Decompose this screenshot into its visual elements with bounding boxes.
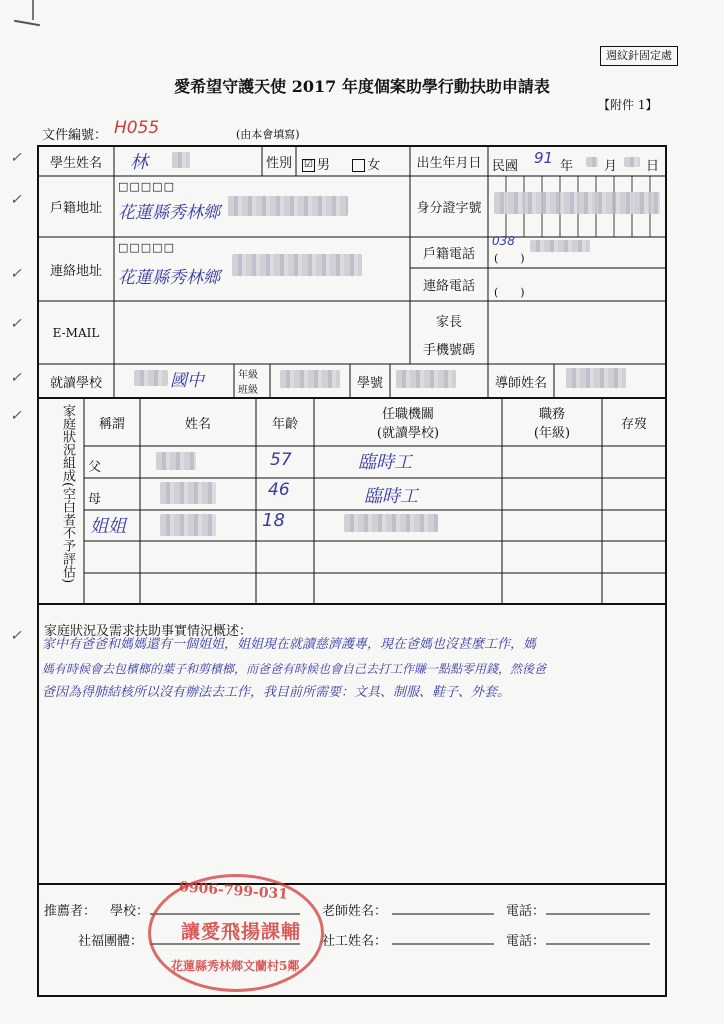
contact-phone-label: 連絡電話 <box>422 279 475 294</box>
reg-phone-label: 戶籍電話 <box>422 247 475 262</box>
gender-male-label: 男 <box>317 158 331 173</box>
family-row-title: 父 <box>88 460 102 475</box>
redacted-day <box>624 157 640 167</box>
review-tick: ✓ <box>10 316 22 332</box>
family-header-name: 姓名 <box>184 416 211 432</box>
family-row-title: 姐姐 <box>90 516 126 537</box>
family-row-org: 臨時工 <box>358 452 412 473</box>
review-tick: ✓ <box>10 266 22 282</box>
school-footer-label: 學校： <box>110 904 150 919</box>
situation-line: 媽有時候會去包檳榔的葉子和剪檳榔，而爸爸有時候也會自己去打工作賺一點點零用錢，然後爸 <box>42 662 547 676</box>
gender-female-label: 女 <box>367 158 381 173</box>
redacted-family-name <box>160 514 216 536</box>
redacted-contact-address <box>232 254 362 276</box>
teacher-label: 導師姓名 <box>494 375 547 391</box>
contact-address-value: 花蓮縣秀林鄉 <box>118 268 220 288</box>
organization-stamp <box>148 874 324 992</box>
review-tick: ✓ <box>10 370 22 386</box>
postal-boxes: □□□□□ <box>118 180 175 193</box>
family-header-position: 職務 (年級) <box>533 407 571 441</box>
redacted-month <box>586 157 598 167</box>
family-row-age: 46 <box>268 480 290 500</box>
postal-boxes-2: □□□□□ <box>118 241 175 254</box>
stamp-phone: 0906-799-031 <box>178 879 289 903</box>
situation-line: 爸因為得肺結核所以沒有辦法去工作，我目前所需要：文具、制服、鞋子、外套。 <box>42 685 511 700</box>
review-tick: ✓ <box>10 192 22 208</box>
family-row-age: 57 <box>270 450 292 470</box>
student-no-label: 學號 <box>356 375 383 391</box>
parent-label: 家長 <box>435 314 462 330</box>
family-row-org: 臨時工 <box>364 486 418 507</box>
student-name-label: 學生姓名 <box>49 155 102 171</box>
file-no-label: 文件編號： <box>42 128 108 143</box>
family-header-age: 年齡 <box>271 416 298 432</box>
redacted-family-name <box>160 482 216 504</box>
family-side-label: 家庭狀況組成(空白者不予評估) <box>60 404 75 584</box>
teacher-name-label: 老師姓名： <box>322 904 388 919</box>
gender-female-checkbox[interactable] <box>352 159 365 172</box>
phone-label: 電話： <box>506 904 546 919</box>
gender-options <box>302 154 380 173</box>
parent-mobile-label: 手機號碼 <box>422 342 475 358</box>
day-unit: 日 <box>646 159 660 174</box>
reg-address-label: 戶籍地址 <box>49 201 102 216</box>
family-row-title: 母 <box>88 492 102 507</box>
review-tick: ✓ <box>10 628 22 644</box>
welfare-label: 社福團體： <box>78 934 144 949</box>
gender-male-checkbox[interactable]: ☑ <box>302 159 315 172</box>
situation-label: 家庭狀況及需求扶助事實情況概述： <box>44 624 253 639</box>
reg-phone-paren: ( ) <box>494 252 525 265</box>
social-worker-label: 社工姓名： <box>322 934 388 949</box>
redacted-family-org <box>344 514 438 532</box>
year-unit: 年 <box>560 159 574 174</box>
redacted-address <box>228 196 348 216</box>
reg-phone-value: 038 <box>492 234 515 248</box>
recommender-label: 推薦者： <box>44 904 97 919</box>
id-number-label: 身分證字號 <box>416 201 482 216</box>
birth-year: 91 <box>534 149 554 167</box>
stamp-address: 花蓮縣秀林鄉文蘭村5鄰 <box>171 959 300 973</box>
redacted-phone <box>530 240 590 252</box>
grade-label-2: 班級 <box>238 385 258 396</box>
corner-note: 週紋針固定處 <box>600 46 678 66</box>
redacted-name <box>172 152 190 168</box>
review-tick: ✓ <box>10 408 22 424</box>
file-no-note: (由本會填寫) <box>236 128 300 141</box>
grade-label-1: 年級 <box>238 370 258 381</box>
family-header-title: 稱謂 <box>98 416 125 432</box>
redacted-id <box>494 192 660 214</box>
situation-line: 家中有爸爸和媽媽還有一個姐姐，姐姐現在就讀慈濟護專，現在爸媽也沒甚麼工作，媽 <box>42 637 537 652</box>
school-value: 國中 <box>170 371 204 391</box>
month-unit: 月 <box>604 159 618 174</box>
school-label: 就讀學校 <box>49 375 102 391</box>
redacted-teacher <box>566 368 626 388</box>
stamp-name: 讓愛飛揚課輔 <box>181 921 302 943</box>
gender-label: 性別 <box>265 155 292 171</box>
family-header-org: 任職機關 (就讀學校) <box>376 407 440 441</box>
redacted-family-name <box>156 452 196 470</box>
form-title: 愛希望守護天使 2017 年度個案助學行動扶助申請表 <box>174 77 550 96</box>
phone-label-2: 電話： <box>506 934 546 949</box>
review-tick: ✓ <box>10 150 22 166</box>
file-no-value: H055 <box>114 118 160 138</box>
birth-era: 民國 <box>492 159 519 174</box>
family-header-status: 存歿 <box>620 416 647 432</box>
contact-phone-paren: ( ) <box>494 286 525 299</box>
birth-label: 出生年月日 <box>416 155 482 171</box>
family-row-age: 18 <box>262 510 285 531</box>
attachment-label: 【附件 1】 <box>598 98 658 112</box>
reg-address-value: 花蓮縣秀林鄉 <box>118 203 220 223</box>
redacted-student-no <box>396 370 456 388</box>
email-label: E-MAIL <box>52 325 100 340</box>
redacted-grade <box>280 370 340 388</box>
student-name-value: 林 <box>130 152 148 173</box>
redacted-school <box>134 370 168 386</box>
contact-address-label: 連絡地址 <box>49 263 102 279</box>
